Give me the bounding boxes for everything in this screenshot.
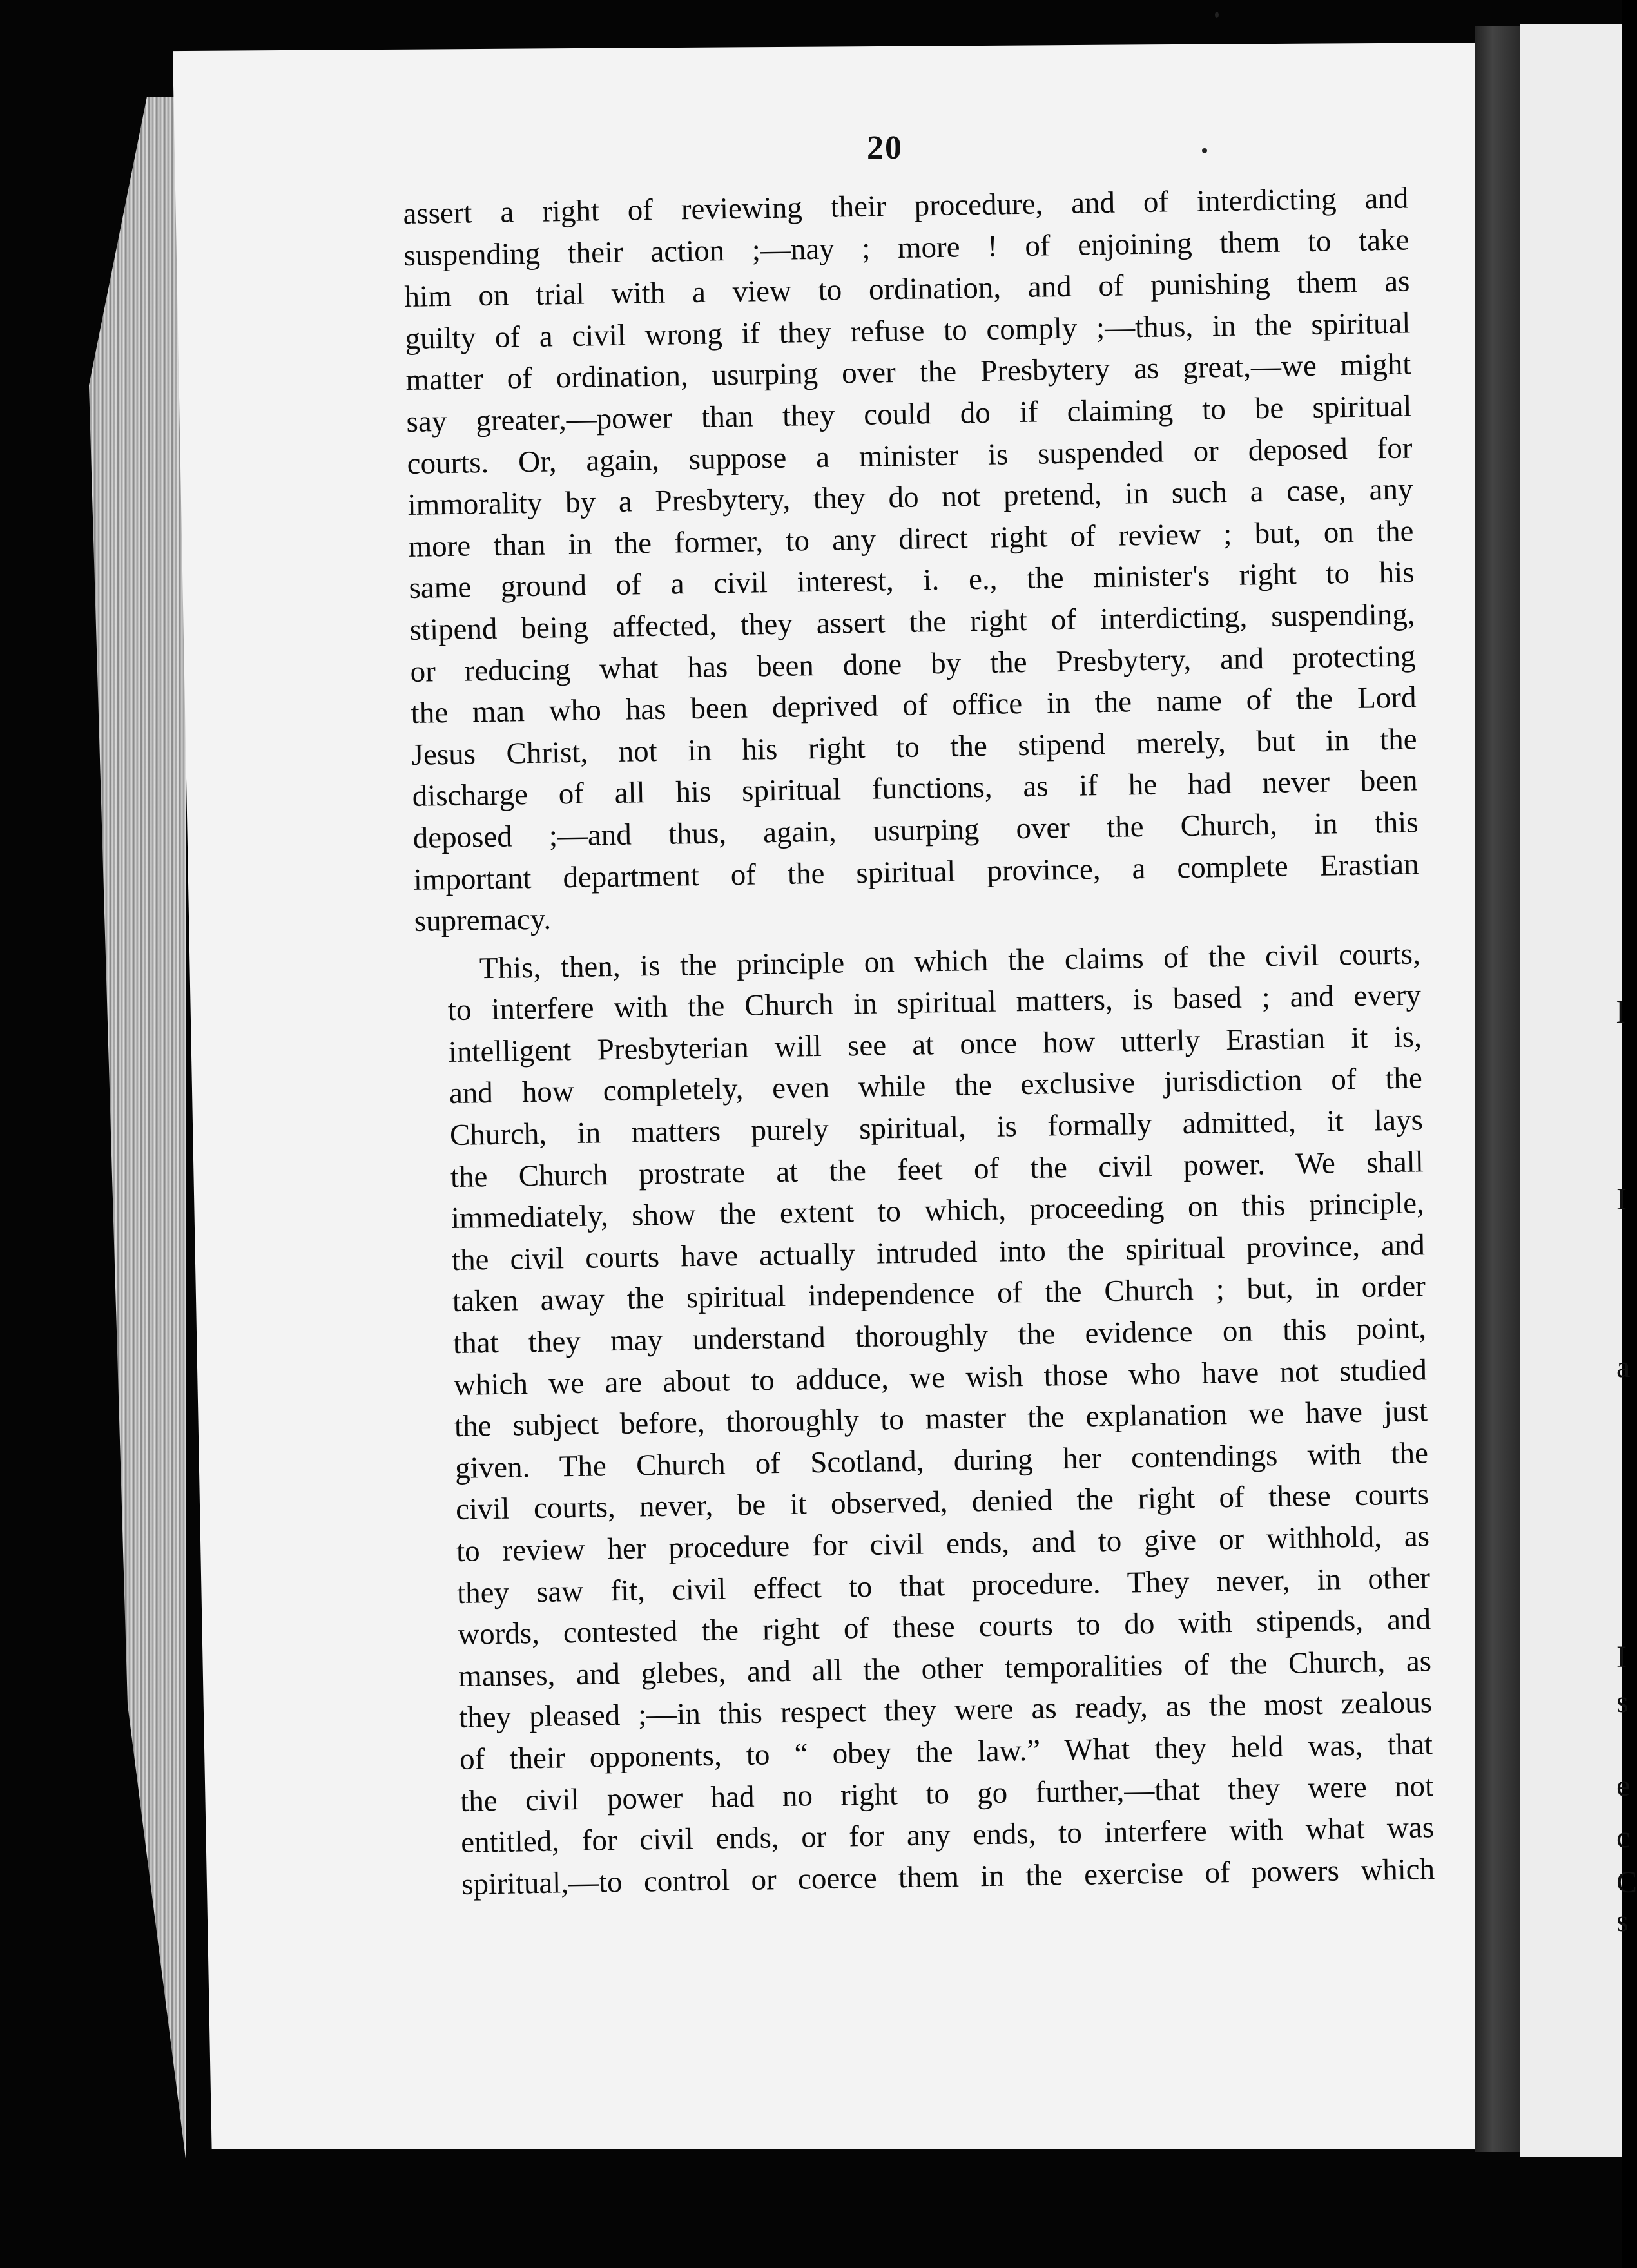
text-line: intelligent Presbyterian will see at once how utterly Erastian it is,	[448, 1020, 1422, 1069]
facing-page-glyph: I	[1616, 1182, 1627, 1216]
text-line: of their opponents, to “ obey the law.” What they held was, that	[459, 1727, 1433, 1776]
body-text	[403, 177, 1435, 1906]
text-line: the subject before, thoroughly to master the explanation we have just	[454, 1394, 1428, 1444]
text-line: Church, in matters purely spiritual, is formally admitted, it lays	[449, 1103, 1424, 1153]
text-line: say greater,—power than they could do if claiming to be spiritual	[406, 389, 1412, 439]
text-line: the civil courts have actually intruded into the spiritual province, and	[451, 1228, 1426, 1277]
facing-page-glyph: e	[1616, 1769, 1631, 1803]
text-line: deposed ;—and thus, again, usurping over the Church, in this	[412, 805, 1419, 855]
text-line: spiritual,—to control or coerce them in the exercise of powers which	[461, 1852, 1435, 1901]
text-line: the Church prostrate at the feet of the civil power. We shall	[450, 1144, 1424, 1194]
facing-page-glyph: l	[1616, 995, 1625, 1030]
text-line: that they may understand thoroughly the evidence on this point,	[452, 1311, 1427, 1361]
text-line: more than in the former, to any direct right of review ; but, on the	[408, 514, 1414, 564]
text-line: Jesus Christ, not in his right to the stipend merely, but in the	[411, 722, 1417, 772]
facing-page-glyph: I	[1616, 1640, 1627, 1674]
text-line: the civil power had no right to go further,—that they were not	[460, 1769, 1434, 1818]
text-line: matter of ordination, usurping over the Presbytery as great,—we might	[405, 347, 1411, 398]
text-line: they pleased ;—in this respect they were as ready, as the most zealous	[458, 1686, 1433, 1735]
text-line: immorality by a Presbytery, they do not pretend, in such a case, any	[407, 472, 1413, 523]
print-speck	[1215, 12, 1219, 18]
text-line: suspending their action ;—nay ; more ! of enjoining them to take	[403, 223, 1409, 273]
print-speck	[1202, 148, 1207, 153]
text-line: stipend being affected, they assert the right of interdicting, suspending,	[409, 597, 1415, 647]
text-line: words, contested the right of these courts to do with stipends, and	[457, 1602, 1431, 1652]
text-line: assert a right of reviewing their procedure, and of interdicting and	[403, 181, 1409, 231]
text-line: and how completely, even while the exclusive jurisdiction of the	[449, 1061, 1423, 1111]
paragraph-1	[403, 177, 1420, 942]
text-line: supremacy.	[414, 902, 552, 938]
facing-page-glyph: s	[1616, 1904, 1629, 1938]
facing-page-glyph: C	[1616, 1865, 1637, 1899]
text-line: which we are about to adduce, we wish those who have not studied	[453, 1352, 1428, 1402]
text-line: This, then, is the principle on which the claims of the civil courts,	[479, 937, 1421, 985]
text-line: important department of the spiritual province, a complete Erastian	[413, 847, 1419, 897]
book-binding	[1475, 26, 1520, 2152]
text-line: discharge of all his spiritual functions, as if he had never been	[412, 764, 1418, 814]
text-line: entitled, for civil ends, or for any ends, to interfere with what was	[460, 1811, 1435, 1860]
text-line: immediately, show the extent to which, proceeding on this principle,	[450, 1186, 1425, 1236]
facing-page-glyph: s	[1616, 1685, 1629, 1719]
text-line: guilty of a civil wrong if they refuse to comply ;—thus, in the spiritual	[405, 306, 1411, 356]
text-line: courts. Or, again, suppose a minister is suspended or deposed for	[407, 431, 1413, 481]
facing-page-glyph: a	[1616, 1350, 1631, 1384]
text-line: the man who has been deprived of office in the name of the Lord	[411, 680, 1417, 731]
text-line: to review her procedure for civil ends, and to give or withhold, as	[456, 1519, 1430, 1568]
text-line: taken away the spiritual independence of the Church ; but, in order	[452, 1269, 1426, 1319]
text-line: to interfere with the Church in spiritual matters, is based ; and every	[447, 978, 1422, 1028]
text-line: civil courts, never, be it observed, denied the right of these courts	[455, 1477, 1429, 1527]
facing-page-edge	[1520, 24, 1637, 2157]
text-line: him on trial with a view to ordination, and of punishing them as	[404, 264, 1410, 314]
text-line: or reducing what has been done by the Presbytery, and protecting	[410, 639, 1416, 689]
facing-page-glyph: c	[1616, 1820, 1631, 1854]
paragraph-2	[414, 933, 1435, 1906]
text-line: same ground of a civil interest, i. e., the minister's right to his	[409, 555, 1415, 606]
text-line: given. The Church of Scotland, during her contendings with the	[454, 1436, 1429, 1485]
text-line: they saw fit, civil effect to that procedure. They never, in other	[456, 1561, 1431, 1610]
text-line: manses, and glebes, and all the other temporalities of the Church, as	[458, 1644, 1432, 1693]
page-number: 20	[867, 130, 903, 166]
